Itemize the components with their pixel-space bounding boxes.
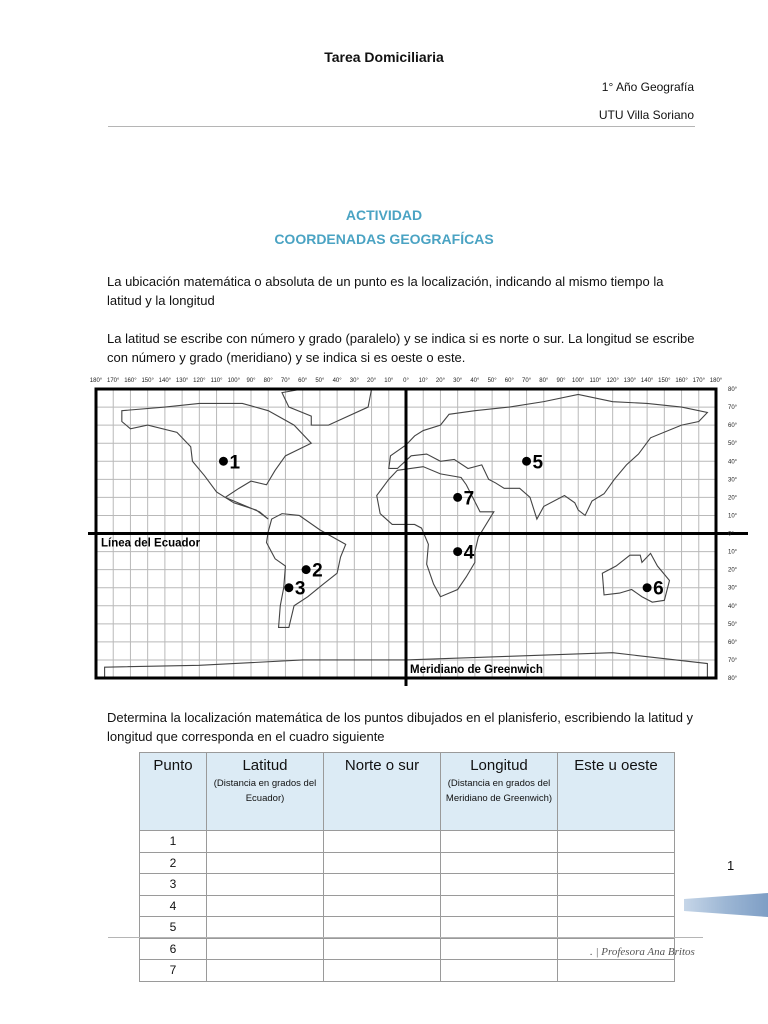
longitude-tick-label: 150°: [141, 378, 154, 384]
table-header-row: [140, 753, 675, 831]
table-header-cell: [441, 753, 558, 831]
latitude-tick-label: 30°: [728, 477, 738, 484]
point-label: 1: [229, 452, 241, 474]
point-marker: [643, 583, 652, 592]
footer-divider: [108, 937, 703, 938]
answer-cell[interactable]: [558, 917, 675, 939]
table-header-cell: [558, 753, 675, 831]
longitude-tick-label: 80°: [263, 378, 273, 384]
longitude-tick-label: 60°: [298, 378, 308, 384]
answer-cell[interactable]: [207, 874, 324, 896]
answer-cell[interactable]: [324, 917, 441, 939]
point-number-cell: 7: [140, 960, 207, 982]
longitude-tick-label: 160°: [124, 378, 137, 384]
latitude-tick-label: 60°: [728, 423, 738, 430]
longitude-tick-label: 150°: [658, 378, 671, 384]
latitude-tick-label: 50°: [728, 441, 738, 448]
decorative-page-tab: [684, 893, 768, 917]
header-title: Punto: [153, 757, 193, 774]
longitude-tick-label: 10°: [384, 378, 394, 384]
latitude-tick-label: 50°: [728, 621, 738, 628]
point-label: 2: [312, 560, 323, 582]
point-marker: [522, 457, 531, 466]
answer-cell[interactable]: [207, 895, 324, 917]
header-subtitle: (Distancia en grados del Meridiano de Greenwich): [445, 778, 553, 804]
answer-cell[interactable]: [441, 874, 558, 896]
longitude-tick-label: 120°: [193, 378, 206, 384]
map-point-3: [284, 579, 305, 600]
continent-outline: [377, 467, 494, 597]
footer-teacher: . | Profesora Ana Britos: [590, 946, 695, 958]
header-title: Este u oeste: [574, 757, 658, 774]
longitude-tick-label: 70°: [280, 378, 290, 384]
longitude-tick-label: 130°: [623, 378, 637, 384]
answer-cell[interactable]: [324, 938, 441, 960]
continent-outline: [389, 394, 708, 519]
point-number-cell: 1: [140, 831, 207, 853]
answer-cell[interactable]: [207, 960, 324, 982]
longitude-tick-label: 0°: [403, 378, 409, 384]
latitude-tick-label: 40°: [728, 603, 738, 610]
point-marker: [453, 547, 462, 556]
latitude-tick-label: 10°: [728, 549, 738, 556]
table-row: [140, 852, 675, 874]
longitude-tick-label: 30°: [349, 378, 359, 384]
table-row: [140, 831, 675, 853]
answer-cell[interactable]: [207, 938, 324, 960]
longitude-tick-label: 170°: [692, 378, 705, 384]
longitude-tick-label: 10°: [418, 378, 428, 384]
school-label: UTU Villa Soriano: [598, 108, 694, 122]
longitude-tick-label: 110°: [589, 378, 602, 384]
answer-cell[interactable]: [558, 831, 675, 853]
answer-cell[interactable]: [558, 874, 675, 896]
latitude-tick-label: 80°: [728, 387, 738, 393]
header-title: Latitud: [242, 757, 288, 774]
document-title: Tarea Domiciliaria: [324, 49, 444, 65]
point-marker: [302, 565, 311, 574]
equator-label: Línea del Ecuador: [101, 537, 201, 550]
course-label: 1° Año Geografía: [601, 80, 694, 94]
point-number-cell: 5: [140, 917, 207, 939]
header-subtitle: (Distancia en grados del Ecuador): [213, 778, 317, 804]
table-header-cell: [140, 753, 207, 831]
longitude-tick-label: 160°: [675, 378, 688, 384]
longitude-tick-label: 60°: [504, 378, 514, 384]
latitude-tick-label: 80°: [728, 676, 738, 682]
answer-cell[interactable]: [441, 938, 558, 960]
intro-paragraph: La ubicación matemática o absoluta de un punto es la localización, indicando al mismo tiempo la latitud y la longitud: [107, 274, 664, 308]
activity-subtitle: COORDENADAS GEOGRAFÍCAS: [274, 231, 494, 247]
answer-cell[interactable]: [441, 831, 558, 853]
longitude-tick-label: 100°: [227, 378, 240, 384]
point-number-cell: 4: [140, 895, 207, 917]
longitude-tick-label: 120°: [606, 378, 619, 384]
answer-cell[interactable]: [324, 831, 441, 853]
answer-cell[interactable]: [441, 895, 558, 917]
point-label: 6: [653, 578, 664, 600]
table-row: [140, 917, 675, 939]
longitude-tick-label: 180°: [709, 378, 723, 384]
instructions-paragraph: Determina la localización matemática de los puntos dibujados en el planisferio, escribiendo la latitud y longitud que corresponda en el cuadro siguiente: [107, 710, 694, 744]
map-point-5: [522, 452, 544, 473]
map-point-6: [643, 579, 664, 600]
answer-cell[interactable]: [324, 895, 441, 917]
point-number-cell: 6: [140, 938, 207, 960]
latitude-tick-label: 40°: [728, 459, 738, 466]
table-row: [140, 895, 675, 917]
map-point-7: [453, 488, 474, 509]
longitude-tick-label: 50°: [487, 378, 497, 384]
greenwich-label: Meridiano de Greenwich: [410, 664, 543, 676]
latitude-longitude-paragraph: La latitud se escribe con número y grado (paralelo) y se indica si es norte o sur. La longitud se escribe con número y grado (meridiano) y se indica si es oeste o este.: [107, 331, 695, 365]
point-label: 3: [294, 578, 306, 600]
longitude-tick-label: 20°: [435, 378, 445, 384]
latitude-tick-label: 10°: [728, 513, 738, 520]
longitude-tick-label: 40°: [470, 378, 480, 384]
point-marker: [284, 583, 293, 592]
longitude-tick-label: 20°: [367, 378, 377, 384]
latitude-tick-label: 0°: [728, 531, 734, 538]
point-label: 5: [532, 452, 544, 474]
answer-cell[interactable]: [558, 960, 675, 982]
longitude-tick-label: 40°: [332, 378, 342, 384]
latitude-tick-label: 20°: [728, 495, 738, 502]
answer-cell[interactable]: [441, 852, 558, 874]
header-divider: [108, 126, 695, 127]
map-point-4: [453, 543, 475, 564]
answer-cell[interactable]: [324, 852, 441, 874]
longitude-tick-label: 110°: [210, 378, 223, 384]
longitude-tick-label: 140°: [640, 378, 654, 384]
answer-cell[interactable]: [324, 960, 441, 982]
latitude-tick-label: 20°: [728, 567, 738, 574]
longitude-tick-label: 80°: [539, 378, 549, 384]
longitude-tick-label: 180°: [89, 378, 103, 384]
longitude-tick-label: 140°: [158, 378, 172, 384]
point-number-cell: 3: [140, 874, 207, 896]
header-title: Norte o sur: [344, 757, 420, 774]
answer-cell[interactable]: [558, 852, 675, 874]
longitude-tick-label: 90°: [556, 378, 566, 384]
table-row: [140, 960, 675, 982]
point-marker: [219, 457, 228, 466]
answer-cell[interactable]: [441, 960, 558, 982]
answer-cell[interactable]: [324, 874, 441, 896]
latitude-tick-label: 70°: [728, 657, 738, 664]
table-header-cell: [324, 753, 441, 831]
table-row: [140, 874, 675, 896]
answer-cell[interactable]: [207, 852, 324, 874]
longitude-tick-label: 90°: [246, 378, 256, 384]
world-map-grid: [88, 372, 748, 690]
longitude-tick-label: 170°: [107, 378, 120, 384]
latitude-tick-label: 30°: [728, 585, 738, 592]
longitude-tick-label: 70°: [522, 378, 532, 384]
map-point-1: [219, 452, 241, 473]
point-marker: [453, 493, 462, 502]
point-label: 7: [463, 488, 475, 510]
latitude-tick-label: 70°: [728, 405, 738, 412]
page-number: 1: [727, 858, 735, 873]
latitude-tick-label: 60°: [728, 639, 738, 646]
longitude-tick-label: 30°: [453, 378, 463, 384]
longitude-tick-label: 50°: [315, 378, 325, 384]
header-title: Longitud: [470, 757, 528, 774]
activity-title: ACTIVIDAD: [345, 207, 423, 223]
table-header-cell: [207, 753, 324, 831]
answer-cell[interactable]: [207, 917, 324, 939]
point-number-cell: 2: [140, 852, 207, 874]
longitude-tick-label: 100°: [572, 378, 585, 384]
answer-cell[interactable]: [207, 831, 324, 853]
answer-cell[interactable]: [558, 895, 675, 917]
longitude-tick-label: 130°: [175, 378, 189, 384]
point-label: 4: [463, 542, 475, 564]
answer-cell[interactable]: [441, 917, 558, 939]
